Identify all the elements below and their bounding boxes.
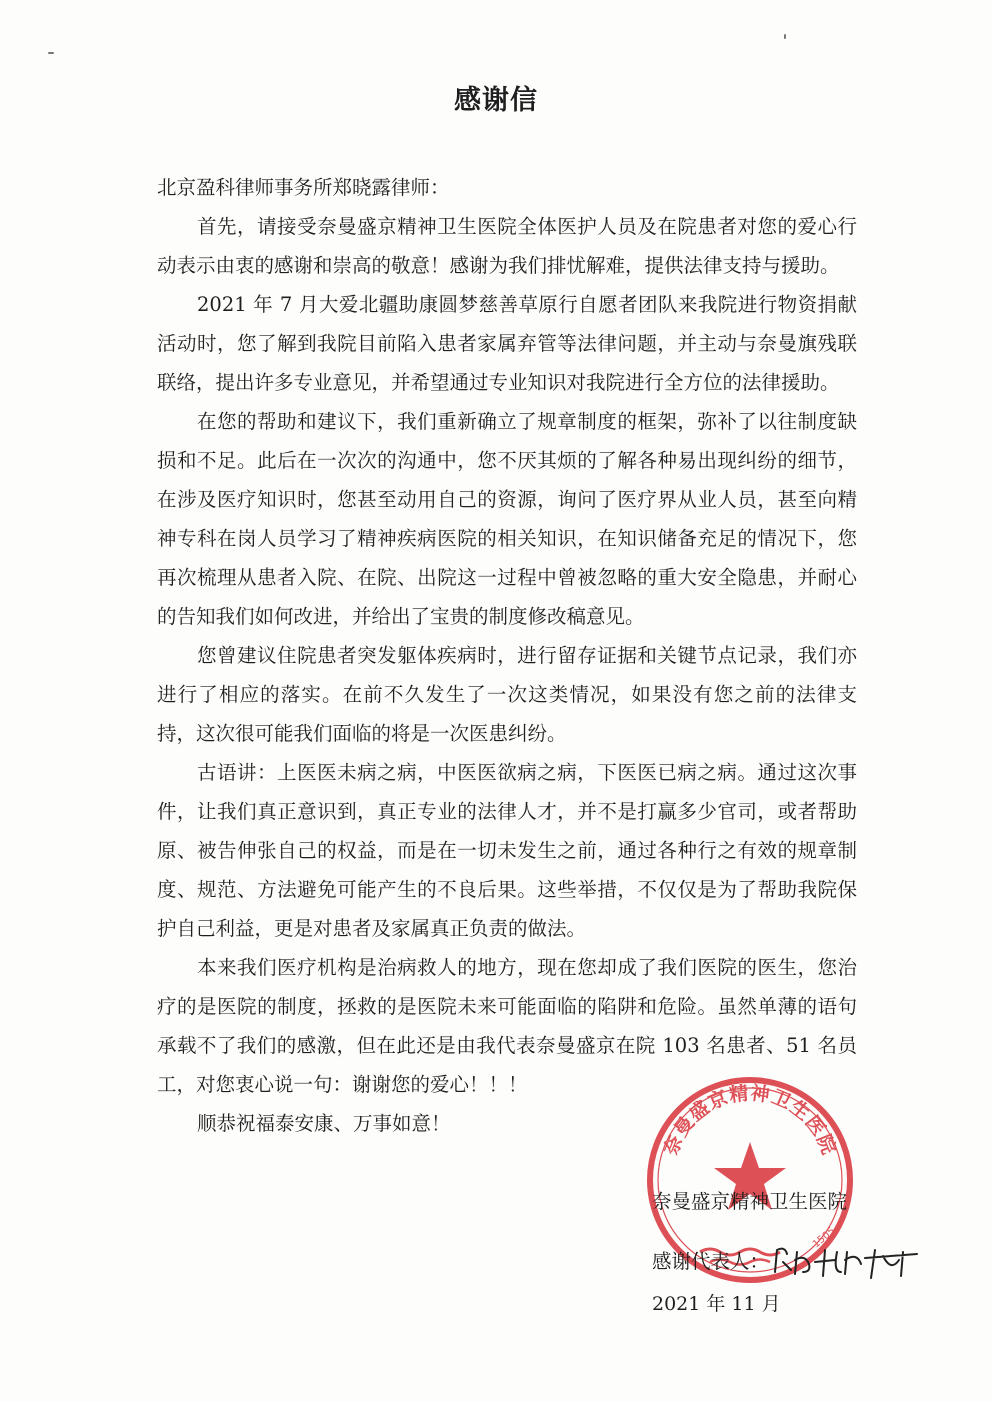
scan-speck <box>784 34 786 39</box>
seal-code: 1505 <box>810 1225 838 1251</box>
paragraph: 古语讲：上医医未病之病，中医医欲病之病，下医医已病之病。通过这次事件，让我们真正意识到，真正专业的法律人才，并不是打赢多少官司，或者帮助原、被告伸张自己的权益，而是在一切未发生之前，通过各种行之有效的规章制度、规范、方法避免可能产生的不良后果。这些举措，不仅仅是为了帮助我院保护自己利益，更是对患者及家属真正负责的做法。 <box>157 761 857 940</box>
organization-name: 奈曼盛京精神卫生医院 <box>652 1190 848 1213</box>
handwritten-signature-icon <box>771 1242 921 1282</box>
letter-date: 2021 年 11 月 <box>652 1293 781 1315</box>
paragraph: 在您的帮助和建议下，我们重新确立了规章制度的框架，弥补了以往制度缺损和不足。此后在一次次的沟通中，您不厌其烦的了解各种易出现纠纷的细节，在涉及医疗知识时，您甚至动用自己的资源，询问了医疗界从业人员，甚至向精神专科在岗人员学习了精神疾病医院的相关知识，在知识储备充足的情况下，您再次梳理从患者入院、在院、出院这一过程中曾被忽略的重大安全隐患，并耐心的告知我们如何改进，并给出了宝贵的制度修改稿意见。 <box>157 410 857 628</box>
paragraph: 本来我们医疗机构是治病救人的地方，现在您却成了我们医院的医生，您治疗的是医院的制度，拯救的是医院未来可能面临的陷阱和危险。虽然单薄的语句承载不了我们的感激，但在此还是由我代表奈曼盛京在院 103 名患者、51 名员工，对您衷心说一句：谢谢您的爱心！！！ <box>157 956 857 1096</box>
representative-label: 感谢代表人： <box>652 1250 770 1273</box>
signature-block <box>652 1182 952 1324</box>
scan-speck <box>48 52 54 54</box>
salutation: 北京盈科律师事务所郑晓露律师： <box>157 176 450 199</box>
paragraph: 首先，请接受奈曼盛京精神卫生医院全体医护人员及在院患者对您的爱心行动表示由衷的感谢和崇高的敬意！感谢为我们排忧解难，提供法律支持与援助。 <box>157 215 857 277</box>
letter-body <box>157 168 857 1143</box>
representative-line <box>652 1242 952 1282</box>
letter-title: 感谢信 <box>454 85 538 116</box>
paragraph: 2021 年 7 月大爱北疆助康圆梦慈善草原行自愿者团队来我院进行物资捐献活动时，您了解到我院目前陷入患者家属弃管等法律问题，并主动与奈曼旗残联联络，提出许多专业意见，并希望通过专业知识对我院进行全方位的法律援助。 <box>157 293 857 394</box>
paragraph: 您曾建议住院患者突发躯体疾病时，进行留存证据和关键节点记录，我们亦进行了相应的落实。在前不久发生了一次这类情况，如果没有您之前的法律支持，这次很可能我们面临的将是一次医患纠纷。 <box>157 644 857 745</box>
closing-greeting: 顺恭祝福泰安康、万事如意！ <box>197 1112 451 1135</box>
seal-text: 奈曼盛京精神卫生医院 <box>660 1082 840 1159</box>
